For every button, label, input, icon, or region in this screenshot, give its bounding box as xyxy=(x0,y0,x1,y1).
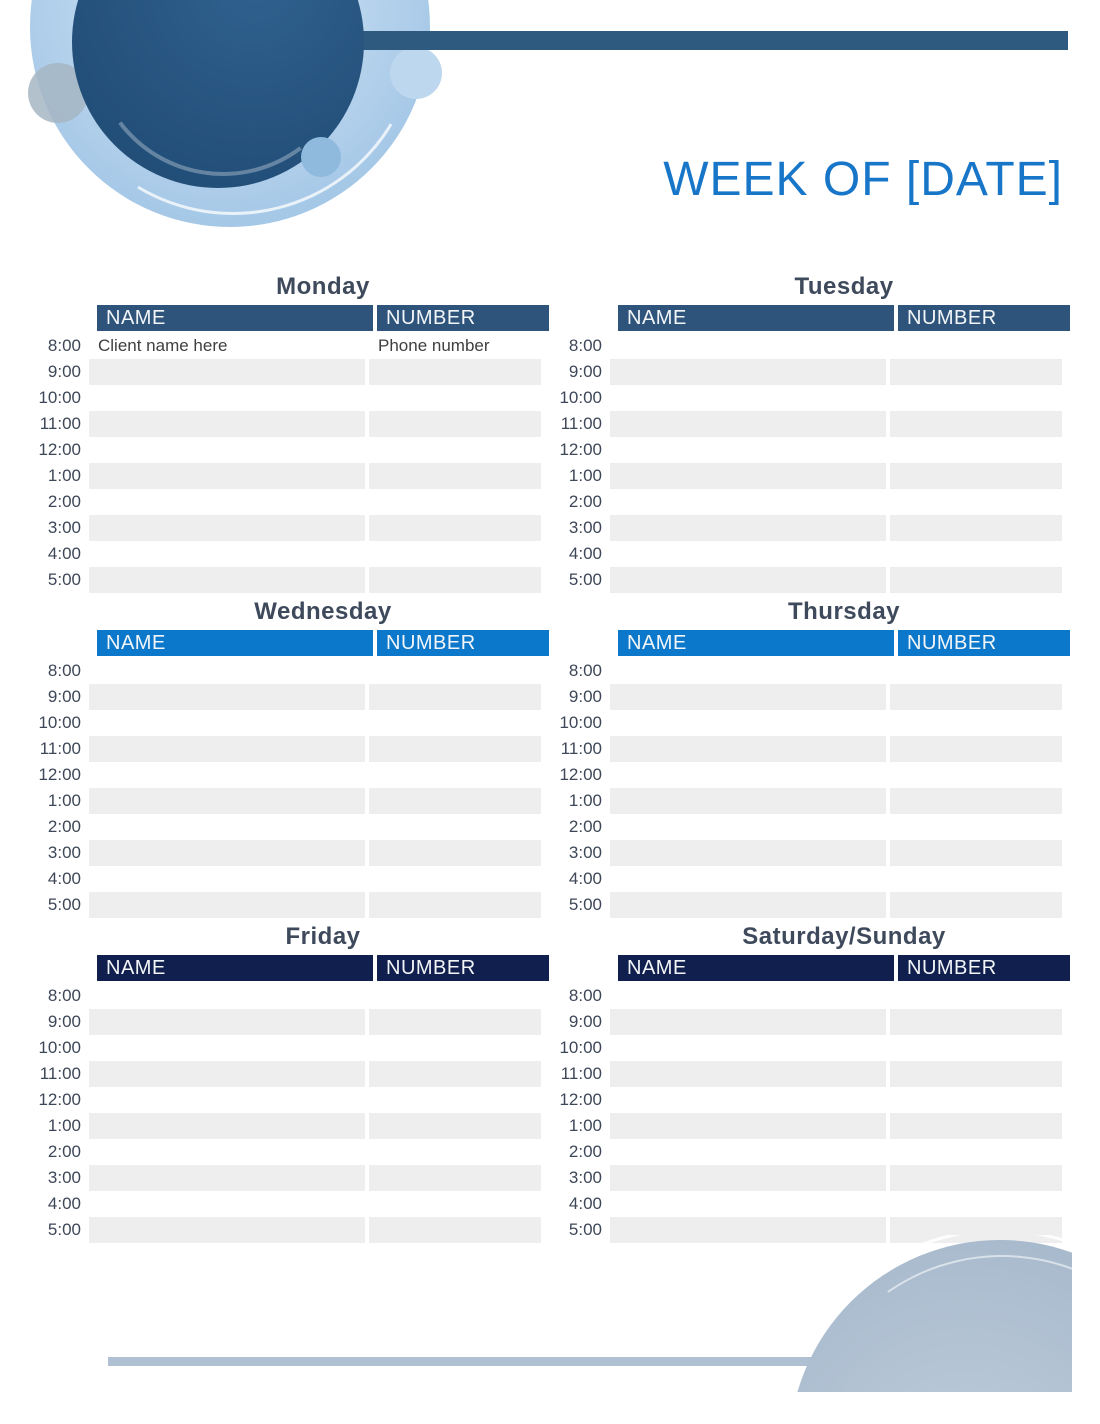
number-cell[interactable] xyxy=(369,1087,541,1113)
number-cell[interactable] xyxy=(369,567,541,593)
schedule-row xyxy=(37,788,549,814)
schedule-row xyxy=(558,567,1070,593)
number-cell[interactable] xyxy=(890,463,1062,489)
number-cell[interactable] xyxy=(890,840,1062,866)
schedule-row xyxy=(558,385,1070,411)
schedule-row xyxy=(558,892,1070,918)
time-label: 1:00 xyxy=(47,466,81,485)
number-cell[interactable] xyxy=(369,736,541,762)
schedule-row xyxy=(37,411,549,437)
time-label: 3:00 xyxy=(47,518,81,537)
time-label: 3:00 xyxy=(47,843,81,862)
name-cell[interactable] xyxy=(610,385,886,411)
time-label: 10:00 xyxy=(38,388,81,407)
time-label: 8:00 xyxy=(47,661,81,680)
schedule-row xyxy=(558,463,1070,489)
name-cell[interactable] xyxy=(610,1061,886,1087)
number-cell[interactable] xyxy=(369,762,541,788)
time-label: 5:00 xyxy=(47,895,81,914)
time-label: 12:00 xyxy=(38,765,81,784)
number-cell[interactable] xyxy=(369,788,541,814)
time-label: 3:00 xyxy=(568,843,602,862)
name-column-header: NAME xyxy=(97,955,373,981)
schedule-row xyxy=(37,1165,549,1191)
name-cell[interactable] xyxy=(89,983,365,1009)
schedule-row xyxy=(558,1165,1070,1191)
schedule-row xyxy=(37,385,549,411)
name-cell[interactable] xyxy=(610,437,886,463)
name-cell[interactable] xyxy=(610,489,886,515)
column-header-row xyxy=(97,630,549,656)
column-header-row xyxy=(618,630,1070,656)
schedule-row xyxy=(558,1113,1070,1139)
number-cell[interactable] xyxy=(369,1061,541,1087)
day-table-tuesday xyxy=(558,272,1070,593)
number-cell[interactable] xyxy=(890,411,1062,437)
number-cell[interactable] xyxy=(369,1009,541,1035)
number-cell[interactable] xyxy=(369,385,541,411)
time-label: 11:00 xyxy=(560,1064,602,1083)
schedule-rows xyxy=(37,658,549,918)
time-label: 1:00 xyxy=(568,1116,602,1135)
schedule-rows xyxy=(37,983,549,1243)
number-cell[interactable] xyxy=(890,892,1062,918)
time-label: 2:00 xyxy=(568,1142,602,1161)
name-cell[interactable] xyxy=(610,541,886,567)
number-column-header: NUMBER xyxy=(898,305,1070,331)
number-cell[interactable] xyxy=(369,437,541,463)
name-cell[interactable] xyxy=(89,1009,365,1035)
time-label: 5:00 xyxy=(568,570,602,589)
day-table-friday xyxy=(37,922,549,1243)
name-cell[interactable] xyxy=(89,385,365,411)
schedule-row xyxy=(558,359,1070,385)
schedule-row xyxy=(37,1061,549,1087)
number-cell[interactable] xyxy=(369,515,541,541)
time-label: 1:00 xyxy=(568,466,602,485)
schedule-row xyxy=(558,1009,1070,1035)
schedule-rows xyxy=(37,333,549,593)
time-label: 11:00 xyxy=(39,414,81,433)
name-cell[interactable] xyxy=(89,788,365,814)
number-cell[interactable] xyxy=(890,866,1062,892)
name-cell[interactable] xyxy=(89,1191,365,1217)
name-cell[interactable] xyxy=(610,736,886,762)
time-label: 12:00 xyxy=(559,1090,602,1109)
time-label: 1:00 xyxy=(47,791,81,810)
number-column-header: NUMBER xyxy=(377,955,549,981)
schedule-row xyxy=(558,684,1070,710)
time-label: 10:00 xyxy=(38,1038,81,1057)
number-cell[interactable] xyxy=(369,463,541,489)
number-cell[interactable]: Phone number xyxy=(378,336,490,355)
name-cell[interactable] xyxy=(89,892,365,918)
name-cell[interactable] xyxy=(89,1113,365,1139)
name-cell[interactable] xyxy=(610,684,886,710)
time-label: 2:00 xyxy=(568,492,602,511)
name-cell[interactable] xyxy=(89,541,365,567)
day-table-saturday-sunday xyxy=(558,922,1070,1243)
name-cell[interactable] xyxy=(610,762,886,788)
name-cell[interactable] xyxy=(610,840,886,866)
schedule-row xyxy=(558,710,1070,736)
schedule-row xyxy=(558,788,1070,814)
schedule-row xyxy=(558,1035,1070,1061)
time-label: 2:00 xyxy=(47,1142,81,1161)
schedule-row xyxy=(558,762,1070,788)
number-cell[interactable] xyxy=(369,1191,541,1217)
schedule-row xyxy=(558,1087,1070,1113)
number-cell[interactable] xyxy=(890,567,1062,593)
name-cell[interactable] xyxy=(610,710,886,736)
name-cell[interactable] xyxy=(89,762,365,788)
number-cell[interactable] xyxy=(369,840,541,866)
number-cell[interactable] xyxy=(890,1139,1062,1165)
time-label: 2:00 xyxy=(568,817,602,836)
day-table-monday xyxy=(37,272,549,593)
schedule-row xyxy=(558,489,1070,515)
name-cell[interactable] xyxy=(89,814,365,840)
schedule-row xyxy=(37,541,549,567)
time-label: 9:00 xyxy=(568,1012,602,1031)
column-header-row xyxy=(97,305,549,331)
number-cell[interactable] xyxy=(890,385,1062,411)
name-cell[interactable] xyxy=(610,1191,886,1217)
schedule-row xyxy=(37,1139,549,1165)
number-cell[interactable] xyxy=(890,437,1062,463)
day-heading: Monday xyxy=(276,273,370,300)
name-cell[interactable] xyxy=(610,983,886,1009)
schedule-row xyxy=(37,892,549,918)
name-cell[interactable] xyxy=(610,463,886,489)
number-cell[interactable] xyxy=(890,814,1062,840)
number-cell[interactable] xyxy=(369,1139,541,1165)
number-cell[interactable] xyxy=(369,359,541,385)
schedule-row xyxy=(37,515,549,541)
number-cell[interactable] xyxy=(369,541,541,567)
number-cell[interactable] xyxy=(369,1113,541,1139)
number-cell[interactable] xyxy=(369,489,541,515)
time-label: 2:00 xyxy=(47,817,81,836)
time-label: 3:00 xyxy=(568,1168,602,1187)
bottom-brush-circle-clip xyxy=(770,1235,1072,1392)
time-label: 9:00 xyxy=(47,1012,81,1031)
time-label: 8:00 xyxy=(568,986,602,1005)
column-header-row xyxy=(97,955,549,981)
day-heading: Thursday xyxy=(787,598,901,625)
name-column-header: NAME xyxy=(618,305,894,331)
time-label: 10:00 xyxy=(38,713,81,732)
number-cell[interactable] xyxy=(890,1191,1062,1217)
time-label: 5:00 xyxy=(568,1220,602,1239)
schedule-row xyxy=(37,762,549,788)
name-cell[interactable] xyxy=(89,515,365,541)
time-label: 9:00 xyxy=(568,687,602,706)
name-cell[interactable] xyxy=(89,437,365,463)
blue-accent-circle xyxy=(301,137,341,177)
time-label: 3:00 xyxy=(568,518,602,537)
name-cell[interactable] xyxy=(610,515,886,541)
number-cell[interactable] xyxy=(890,541,1062,567)
schedule-row xyxy=(558,411,1070,437)
name-cell[interactable] xyxy=(89,1139,365,1165)
schedule-row xyxy=(558,983,1070,1009)
number-cell[interactable] xyxy=(369,1035,541,1061)
name-cell[interactable] xyxy=(89,1087,365,1113)
day-heading: Friday xyxy=(285,923,361,950)
name-cell[interactable] xyxy=(610,411,886,437)
number-cell[interactable] xyxy=(369,710,541,736)
name-cell[interactable] xyxy=(610,1165,886,1191)
name-column-header: NAME xyxy=(97,305,373,331)
schedule-row xyxy=(37,333,549,359)
schedule-row xyxy=(37,1035,549,1061)
schedule-row xyxy=(558,814,1070,840)
name-cell[interactable] xyxy=(610,333,886,359)
number-cell[interactable] xyxy=(890,658,1062,684)
schedule-row xyxy=(37,658,549,684)
name-cell[interactable] xyxy=(89,1217,365,1243)
name-cell[interactable] xyxy=(610,359,886,385)
time-label: 12:00 xyxy=(38,1090,81,1109)
number-cell[interactable] xyxy=(369,892,541,918)
schedule-row xyxy=(558,840,1070,866)
schedule-row xyxy=(37,866,549,892)
number-cell[interactable] xyxy=(890,515,1062,541)
time-label: 3:00 xyxy=(47,1168,81,1187)
schedule-row xyxy=(37,814,549,840)
name-cell[interactable] xyxy=(89,359,365,385)
number-cell[interactable] xyxy=(890,736,1062,762)
name-cell[interactable]: Client name here xyxy=(98,336,228,355)
number-cell[interactable] xyxy=(890,1113,1062,1139)
time-label: 1:00 xyxy=(568,791,602,810)
time-label: 9:00 xyxy=(47,687,81,706)
time-label: 9:00 xyxy=(568,362,602,381)
number-cell[interactable] xyxy=(890,1087,1062,1113)
number-cell[interactable] xyxy=(890,684,1062,710)
time-label: 4:00 xyxy=(47,544,81,563)
time-label: 11:00 xyxy=(560,414,602,433)
time-label: 1:00 xyxy=(47,1116,81,1135)
schedule-row xyxy=(37,1191,549,1217)
time-label: 4:00 xyxy=(568,1194,602,1213)
name-cell[interactable] xyxy=(89,463,365,489)
name-cell[interactable] xyxy=(89,710,365,736)
number-cell[interactable] xyxy=(369,983,541,1009)
name-cell[interactable] xyxy=(89,489,365,515)
time-label: 12:00 xyxy=(38,440,81,459)
time-label: 12:00 xyxy=(559,440,602,459)
time-label: 5:00 xyxy=(47,570,81,589)
name-cell[interactable] xyxy=(610,658,886,684)
schedule-row xyxy=(558,1191,1070,1217)
schedule-row xyxy=(37,1113,549,1139)
number-cell[interactable] xyxy=(890,710,1062,736)
schedule-row xyxy=(37,684,549,710)
day-heading: Tuesday xyxy=(794,273,894,300)
name-cell[interactable] xyxy=(610,814,886,840)
schedule-rows xyxy=(558,983,1070,1243)
day-table-thursday xyxy=(558,597,1070,918)
schedule-row xyxy=(37,359,549,385)
name-cell[interactable] xyxy=(89,684,365,710)
time-label: 11:00 xyxy=(560,739,602,758)
name-cell[interactable] xyxy=(89,567,365,593)
number-cell[interactable] xyxy=(369,814,541,840)
page-title[interactable]: WEEK OF [DATE] xyxy=(663,153,1063,206)
schedule-row xyxy=(558,515,1070,541)
schedule-row xyxy=(558,333,1070,359)
name-cell[interactable] xyxy=(610,1139,886,1165)
name-cell[interactable] xyxy=(89,840,365,866)
number-cell[interactable] xyxy=(890,983,1062,1009)
name-cell[interactable] xyxy=(89,411,365,437)
time-label: 10:00 xyxy=(559,388,602,407)
time-label: 5:00 xyxy=(568,895,602,914)
name-cell[interactable] xyxy=(610,892,886,918)
column-header-row xyxy=(618,955,1070,981)
number-cell[interactable] xyxy=(369,1217,541,1243)
name-cell[interactable] xyxy=(610,1113,886,1139)
schedule-rows xyxy=(558,333,1070,593)
name-column-header: NAME xyxy=(97,630,373,656)
number-cell[interactable] xyxy=(890,1165,1062,1191)
schedule-row xyxy=(37,1217,549,1243)
time-label: 8:00 xyxy=(568,336,602,355)
schedule-row xyxy=(37,489,549,515)
name-cell[interactable] xyxy=(610,866,886,892)
schedule-row xyxy=(37,1087,549,1113)
schedule-row xyxy=(37,710,549,736)
name-cell[interactable] xyxy=(89,1061,365,1087)
name-cell[interactable] xyxy=(610,1009,886,1035)
number-column-header: NUMBER xyxy=(377,630,549,656)
name-cell[interactable] xyxy=(89,1035,365,1061)
name-cell[interactable] xyxy=(610,567,886,593)
time-label: 4:00 xyxy=(47,1194,81,1213)
number-cell[interactable] xyxy=(890,333,1062,359)
number-cell[interactable] xyxy=(369,866,541,892)
number-cell[interactable] xyxy=(890,1061,1062,1087)
name-column-header: NAME xyxy=(618,630,894,656)
number-column-header: NUMBER xyxy=(898,955,1070,981)
time-label: 4:00 xyxy=(47,869,81,888)
time-label: 8:00 xyxy=(47,986,81,1005)
schedule-row xyxy=(558,1139,1070,1165)
number-cell[interactable] xyxy=(890,1009,1062,1035)
schedule-row xyxy=(37,463,549,489)
time-label: 11:00 xyxy=(39,1064,81,1083)
time-label: 8:00 xyxy=(568,661,602,680)
schedule-rows xyxy=(558,658,1070,918)
number-cell[interactable] xyxy=(890,788,1062,814)
schedule-row xyxy=(37,1009,549,1035)
name-cell[interactable] xyxy=(610,1087,886,1113)
schedule-row xyxy=(558,866,1070,892)
name-cell[interactable] xyxy=(89,736,365,762)
schedule-row xyxy=(558,437,1070,463)
name-cell[interactable] xyxy=(89,658,365,684)
time-label: 5:00 xyxy=(47,1220,81,1239)
time-label: 9:00 xyxy=(47,362,81,381)
name-cell[interactable] xyxy=(89,1165,365,1191)
schedule-row xyxy=(37,983,549,1009)
number-column-header: NUMBER xyxy=(898,630,1070,656)
name-cell[interactable] xyxy=(610,1035,886,1061)
time-label: 10:00 xyxy=(559,1038,602,1057)
time-label: 8:00 xyxy=(47,336,81,355)
time-label: 12:00 xyxy=(559,765,602,784)
number-cell[interactable] xyxy=(890,1035,1062,1061)
day-table-wednesday xyxy=(37,597,549,918)
time-label: 10:00 xyxy=(559,713,602,732)
name-column-header: NAME xyxy=(618,955,894,981)
time-label: 4:00 xyxy=(568,544,602,563)
day-heading: Saturday/Sunday xyxy=(742,923,946,950)
schedule-row xyxy=(37,840,549,866)
number-cell[interactable] xyxy=(369,411,541,437)
schedule-row xyxy=(558,1061,1070,1087)
number-cell[interactable] xyxy=(890,489,1062,515)
time-label: 4:00 xyxy=(568,869,602,888)
number-cell[interactable] xyxy=(890,762,1062,788)
number-cell[interactable] xyxy=(369,1165,541,1191)
number-cell[interactable] xyxy=(369,658,541,684)
name-cell[interactable] xyxy=(89,866,365,892)
name-cell[interactable] xyxy=(610,788,886,814)
time-label: 11:00 xyxy=(39,739,81,758)
number-column-header: NUMBER xyxy=(377,305,549,331)
schedule-row xyxy=(37,567,549,593)
day-heading: Wednesday xyxy=(254,598,392,625)
schedule-row xyxy=(37,437,549,463)
schedule-row xyxy=(558,541,1070,567)
time-label: 2:00 xyxy=(47,492,81,511)
schedule-row xyxy=(558,658,1070,684)
schedule-row xyxy=(37,736,549,762)
schedule-row xyxy=(558,736,1070,762)
column-header-row xyxy=(618,305,1070,331)
number-cell[interactable] xyxy=(369,684,541,710)
number-cell[interactable] xyxy=(890,359,1062,385)
